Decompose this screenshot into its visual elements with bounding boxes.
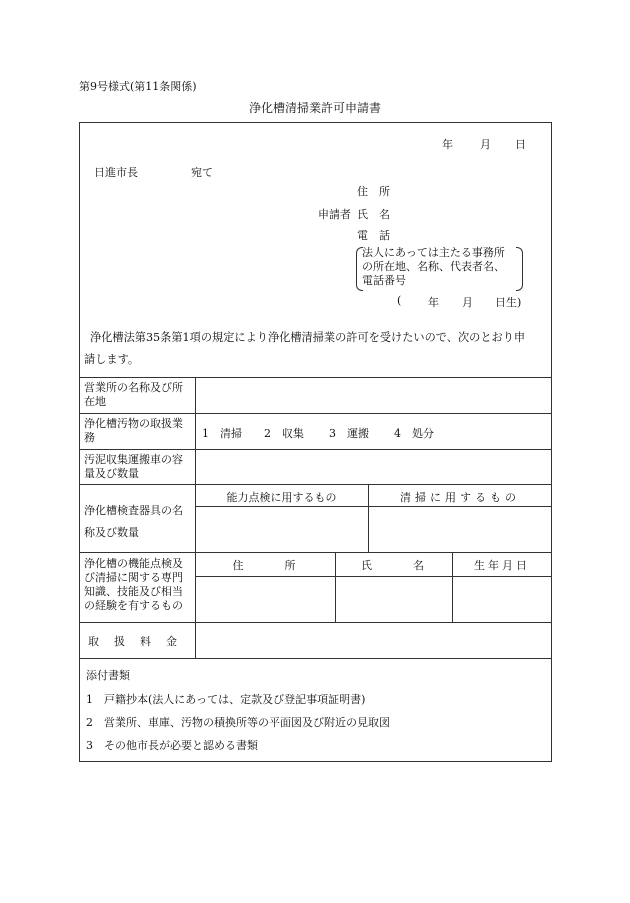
table-rule xyxy=(195,576,552,577)
knowledge-col-birthdate: 生年月日 xyxy=(474,559,530,572)
note-bracket-right xyxy=(516,247,523,291)
knowledge-label: 浄化槽の機能点検及 び清掃に関する専門 知識、技能及び相当 の経験を有するもの xyxy=(84,557,183,612)
table-rule xyxy=(79,484,552,485)
date-day: 日 xyxy=(515,138,526,151)
attachment-item: 1 戸籍抄本(法人にあっては、定款及び登記事項証明書) xyxy=(86,693,366,706)
table-rule xyxy=(79,658,552,659)
addressee-name: 日進市長 xyxy=(94,166,138,179)
attachment-item: 2 営業所、車庫、汚物の積換所等の平面図及び附近の見取図 xyxy=(86,716,390,729)
knowledge-col-address: 住 所 xyxy=(232,559,298,572)
corporate-note: 法人にあっては主たる事務所 の所在地、名称、代表者名、 電話番号 xyxy=(362,246,505,287)
waste-label: 浄化槽汚物の取扱業 務 xyxy=(84,417,183,444)
birth-open: ( xyxy=(397,294,402,307)
address-label: 住 所 xyxy=(357,185,390,198)
form-number: 第9号様式(第11条関係) xyxy=(79,80,197,93)
waste-option-dispose: 4 処分 xyxy=(394,427,434,440)
phone-label: 電 話 xyxy=(357,229,390,242)
office-label: 営業所の名称及び所 在地 xyxy=(84,381,183,408)
waste-option-transport: 3 運搬 xyxy=(329,427,369,440)
birth-year: 年 xyxy=(428,296,439,309)
name-label: 氏 名 xyxy=(357,208,390,221)
inspection-label: 浄化槽検査器具の名 称及び数量 xyxy=(84,504,183,539)
table-rule xyxy=(195,506,552,507)
table-rule xyxy=(79,622,552,623)
table-rule xyxy=(79,552,552,553)
waste-option-collect: 2 収集 xyxy=(264,427,304,440)
attachment-item: 3 その他市長が必要と認める書類 xyxy=(86,739,258,752)
knowledge-col-name: 氏 名 xyxy=(361,559,426,572)
applicant-label: 申請者 xyxy=(318,208,351,221)
date-year: 年 xyxy=(442,138,453,151)
table-rule xyxy=(79,449,552,450)
birth-month: 月 xyxy=(462,296,473,309)
addressee-suffix: 宛て xyxy=(191,166,213,179)
table-divider xyxy=(195,377,196,658)
table-rule xyxy=(79,413,552,414)
body-text-line2: 請します。 xyxy=(84,353,140,366)
date-month: 月 xyxy=(480,138,491,151)
inspection-col-capacity: 能力点検に用するもの xyxy=(226,491,337,504)
body-text-line1: 浄化槽法第35条第1項の規定により浄化槽清掃業の許可を受けたいので、次のとおり申 xyxy=(90,331,526,344)
inspection-col-cleaning: 清掃に用するもの xyxy=(400,491,520,504)
fee-label: 取扱料金 xyxy=(88,635,192,648)
waste-option-clean: 1 清掃 xyxy=(202,427,242,440)
attachments-heading: 添付書類 xyxy=(86,669,130,682)
table-rule xyxy=(79,377,552,378)
vehicle-label: 汚泥収集運搬車の容 量及び数量 xyxy=(84,453,183,480)
page-title: 浄化槽清掃業許可申請書 xyxy=(248,101,381,115)
birth-born: 日生) xyxy=(495,296,522,309)
